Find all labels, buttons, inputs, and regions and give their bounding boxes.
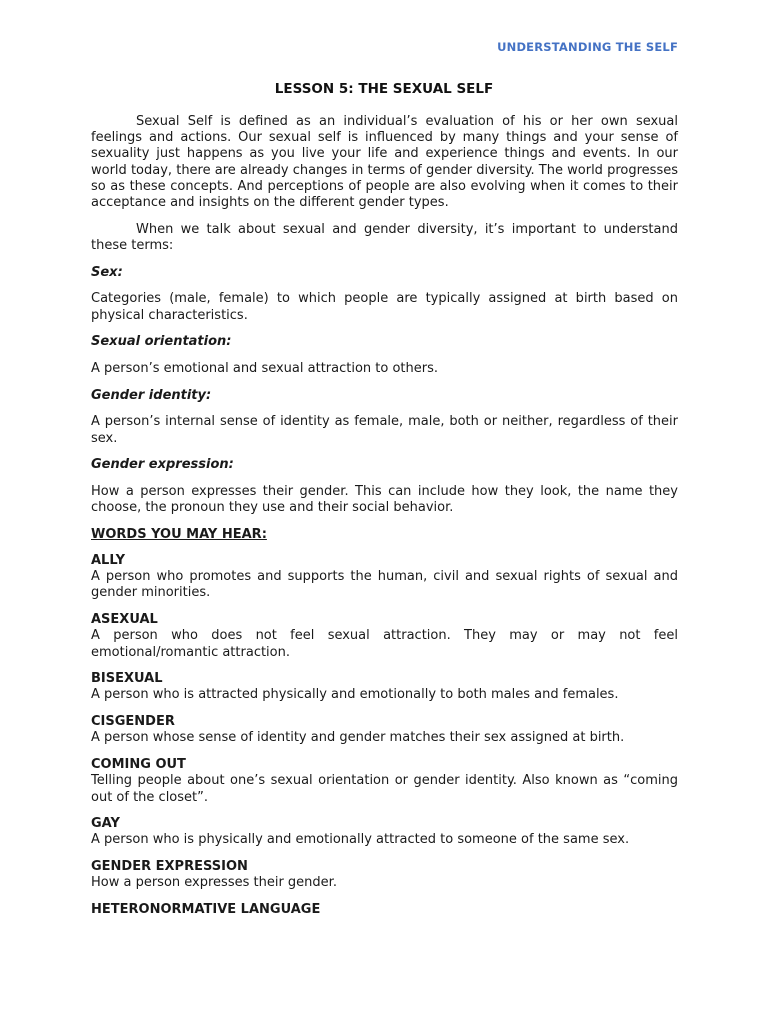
glossary-word: HETERONORMATIVE LANGUAGE — [91, 902, 321, 918]
glossary-definition: A person who does not feel sexual attraction. They may or may not feel emotional/romantic attraction. — [91, 628, 678, 660]
term-definition: Categories (male, female) to which people are typically assigned at birth based on physical characteristics. — [91, 291, 678, 323]
glossary-definition: A person who is attracted physically and emotionally to both males and females. — [91, 687, 619, 703]
glossary-word: GAY — [91, 816, 120, 832]
glossary-entry — [91, 902, 678, 918]
glossary-definition: A person who promotes and supports the human, civil and sexual rights of sexual and gender minorities. — [91, 569, 678, 601]
glossary-entry — [91, 757, 678, 806]
running-header: UNDERSTANDING THE SELF — [497, 40, 678, 54]
term-heading: Sex: — [91, 264, 123, 280]
intro-paragraph: Sexual Self is defined as an individual’s evaluation of his or her own sexual feelings and actions. Our sexual self is influenced by many things and your sense of sexuality just happens as you live your life and experience things and events. In our world today, there are already changes in terms of gender diversity. The world progresses so as these concepts. And perceptions of people are also evolving when it comes to their acceptance and insights on the different gender types. — [91, 114, 678, 211]
document-body — [91, 114, 678, 929]
glossary-word: COMING OUT — [91, 757, 186, 773]
term-definition: How a person expresses their gender. This can include how they look, the name they choose, the pronoun they use and their social behavior. — [91, 483, 678, 516]
term-heading: Gender expression: — [91, 457, 234, 473]
glossary-word: CISGENDER — [91, 714, 175, 730]
glossary-word: ASEXUAL — [91, 612, 158, 628]
glossary-entry — [91, 816, 678, 848]
term-definition: A person’s internal sense of identity as female, male, both or neither, regardless of their sex. — [91, 414, 678, 446]
term-definition: A person’s emotional and sexual attraction to others. — [91, 360, 439, 376]
glossary-word: GENDER EXPRESSION — [91, 859, 248, 875]
term-heading: Gender identity: — [91, 387, 212, 403]
glossary-word: ALLY — [91, 553, 126, 569]
glossary-definition: How a person expresses their gender. — [91, 875, 337, 891]
words-section-heading: WORDS YOU MAY HEAR: — [91, 526, 267, 542]
glossary-entry — [91, 714, 678, 746]
glossary-definition: A person whose sense of identity and gender matches their sex assigned at birth. — [91, 730, 625, 746]
glossary-entry — [91, 859, 678, 891]
intro-paragraph: When we talk about sexual and gender diversity, it’s important to understand these terms: — [91, 221, 678, 253]
glossary-definition: Telling people about one’s sexual orientation or gender identity. Also known as “coming out of the closet”. — [91, 773, 678, 805]
glossary-definition: A person who is physically and emotionally attracted to someone of the same sex. — [91, 832, 630, 848]
glossary-entry — [91, 553, 678, 602]
lesson-title: LESSON 5: THE SEXUAL SELF — [274, 81, 494, 97]
glossary-entry — [91, 612, 678, 661]
glossary-word: BISEXUAL — [91, 671, 163, 687]
glossary-entry — [91, 671, 678, 703]
term-heading: Sexual orientation: — [91, 334, 232, 350]
